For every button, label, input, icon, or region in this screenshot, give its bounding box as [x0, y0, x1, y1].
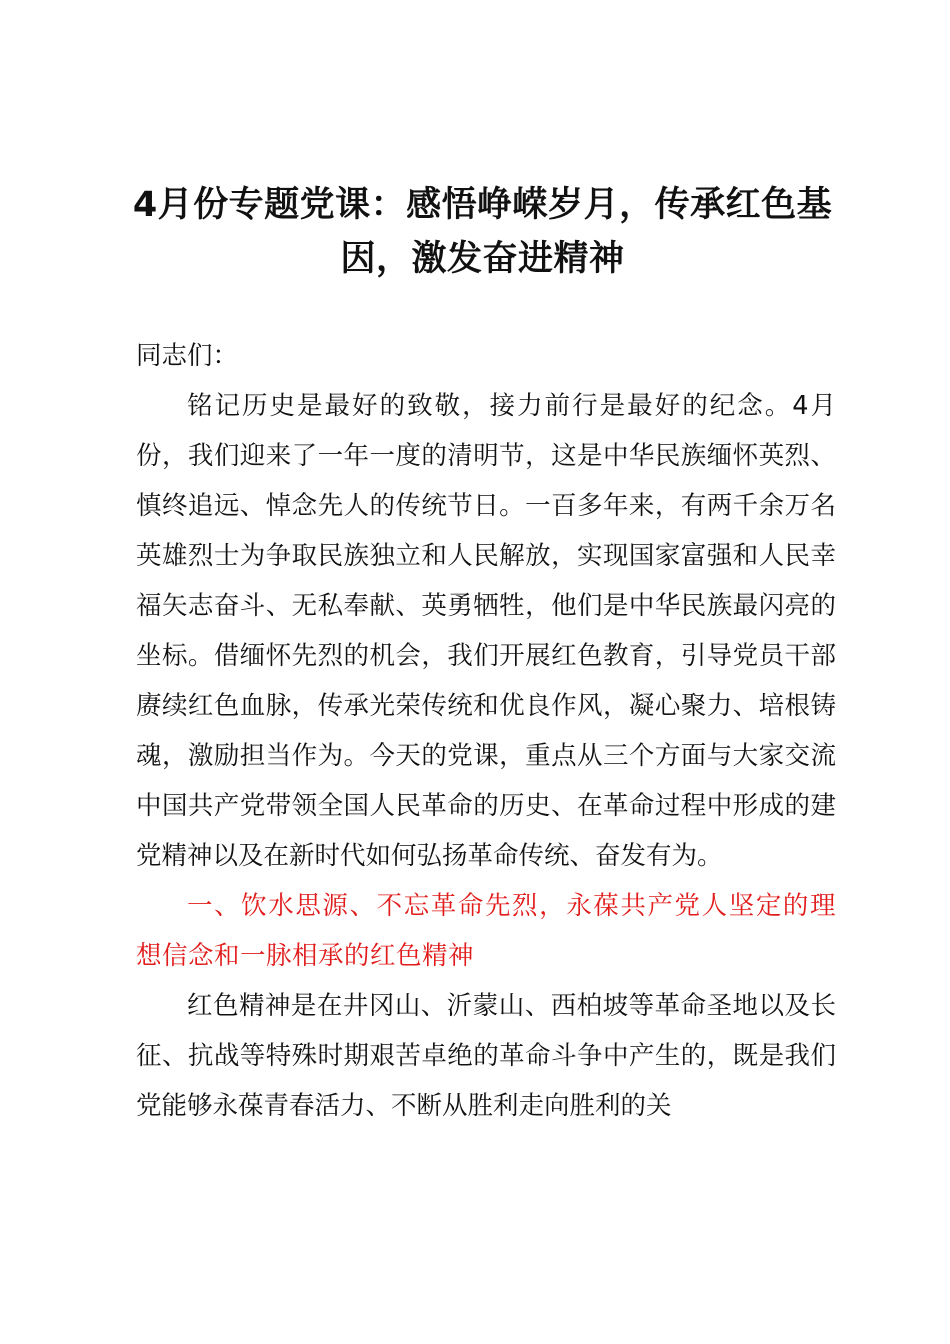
salutation: 同志们：	[136, 341, 239, 371]
intro-paragraph: 铭记历史是最好的致敬，接力前行是最好的纪念。4月份，我们迎来了一年一度的清明节，这是中华民族缅怀英烈、慎终追远、悼念先人的传统节日。一百多年来，有两千余万名英雄烈士为争取民族独立和人民解放，实现国家富强和人民幸福矢志奋斗、无私奉献、英勇牺牲，他们是中华民族最闪亮的坐标。借缅怀先烈的机会，我们开展红色教育，引导党员干部赓续红色血脉，传承光荣传统和优良作风，凝心聚力、培根铸魂，激励担当作为。今天的党课，重点从三个方面与大家交流中国共产党带领全国人民革命的历史、在革命过程中形成的建党精神以及在新时代如何弘扬革命传统、奋发有为。	[136, 391, 836, 871]
section-heading-1: 一、饮水思源、不忘革命先烈，永葆共产党人坚定的理想信念和一脉相承的红色精神	[136, 891, 836, 971]
document-title: 4月份专题党课：感悟峥嵘岁月，传承红色基因，激发奋进精神	[132, 185, 833, 279]
section-1-paragraph: 红色精神是在井冈山、沂蒙山、西柏坡等革命圣地以及长征、抗战等特殊时期艰苦卓绝的革命斗争中产生的，既是我们党能够永葆青春活力、不断从胜利走向胜利的关	[136, 991, 836, 1121]
document-body	[136, 331, 836, 1131]
